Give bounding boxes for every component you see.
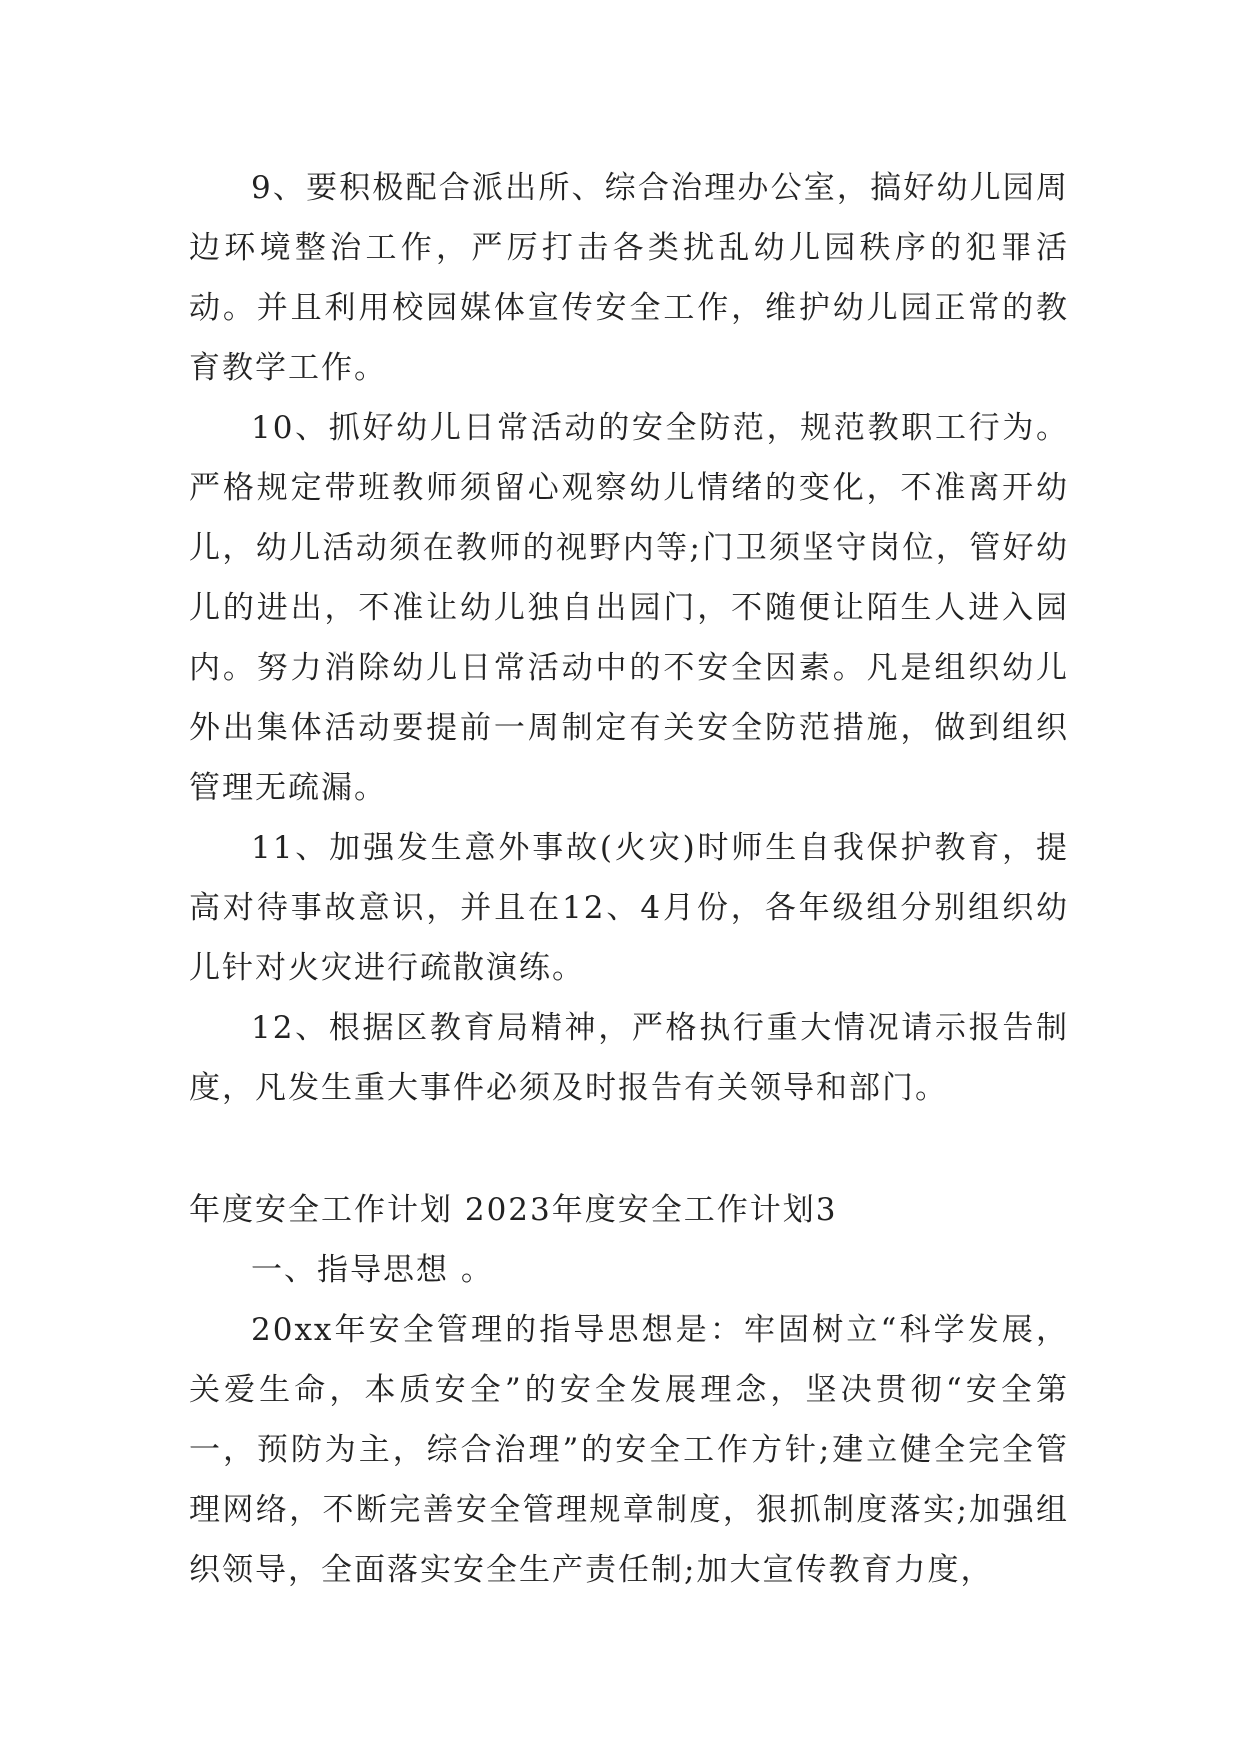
section-heading-guiding-thought: 一、指导思想 。 [251,1252,494,1288]
paragraph-guiding-thought-body: 20xx年安全管理的指导思想是：牢固树立“科学发展，关爱生命，本质安全”的安全发展理念，坚决贯彻“安全第一，预防为主，综合治理”的安全工作方针;建立健全完全管理网络，不断完善安全管理规章制度，狠抓制度落实;加强组织领导，全面落实安全生产责任制;加大宣传教育力度， [189,1312,1069,1588]
paragraph-item-10: 10、抓好幼儿日常活动的安全防范，规范教职工行为。严格规定带班教师须留心观察幼儿情绪的变化，不准离开幼儿，幼儿活动须在教师的视野内等;门卫须坚守岗位，管好幼儿的进出，不准让幼儿独自出园门，不随便让陌生人进入园内。努力消除幼儿日常活动中的不安全因素。凡是组织幼儿外出集体活动要提前一周制定有关安全防范措施，做到组织管理无疏漏。 [189,410,1069,806]
section-title: 年度安全工作计划 2023年度安全工作计划3 [189,1192,838,1228]
paragraph-item-9: 9、要积极配合派出所、综合治理办公室，搞好幼儿园周边环境整治工作，严厉打击各类扰乱幼儿园秩序的犯罪活动。并且利用校园媒体宣传安全工作，维护幼儿园正常的教育教学工作。 [189,170,1069,386]
paragraph-item-11: 11、加强发生意外事故(火灾)时师生自我保护教育，提高对待事故意识，并且在12、4月份，各年级组分别组织幼儿针对火灾进行疏散演练。 [189,830,1069,986]
document-body [189,158,1069,1600]
paragraph-item-12: 12、根据区教育局精神，严格执行重大情况请示报告制度，凡发生重大事件必须及时报告有关领导和部门。 [189,1010,1069,1106]
